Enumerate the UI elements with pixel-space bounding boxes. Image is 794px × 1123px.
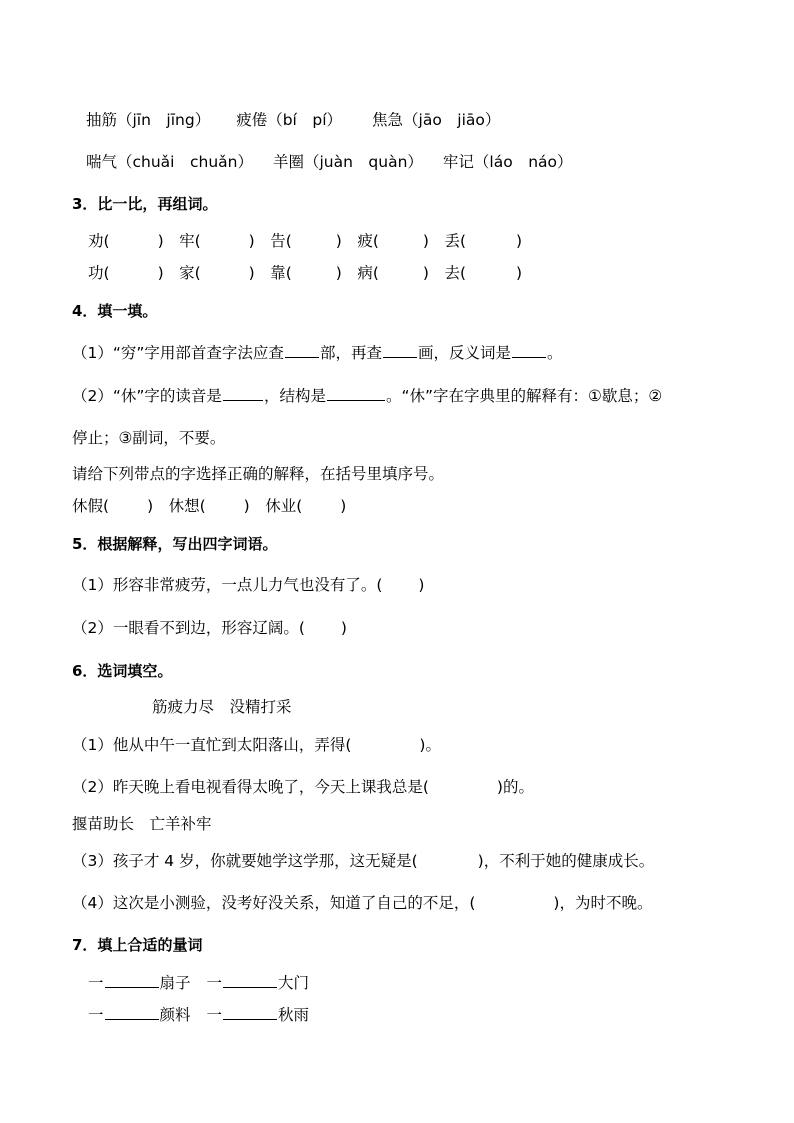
fill-blank[interactable] — [383, 343, 417, 358]
pinyin-row-1 — [86, 108, 500, 130]
word-item: 休假( — [72, 497, 110, 515]
q4-line-3: 停止；③副词，不要。 — [72, 429, 226, 447]
q6-item-3 — [72, 849, 654, 871]
q4-title: 4．填一填。 — [72, 302, 158, 320]
pinyin-row-2 — [86, 150, 573, 172]
question-text: （1）形容非常疲劳，一点儿力气也没有了。( — [72, 576, 383, 594]
question-text: ) — [340, 619, 347, 637]
measure-prefix: 一 — [206, 1006, 223, 1024]
q5-item-2 — [72, 616, 347, 638]
q4-line-1 — [72, 341, 562, 363]
compare-char: ) 丢( — [422, 232, 466, 250]
q4-line-4: 请给下列带点的字选择正确的解释，在括号里填序号。 — [72, 465, 445, 483]
compare-char: ) 疲( — [335, 232, 379, 250]
q4-items — [72, 494, 346, 516]
q3-row-2 — [88, 261, 522, 283]
compare-char: ) — [516, 264, 523, 282]
question-text: ) — [418, 576, 425, 594]
q6-word-choices-2: 揠苗助长 亡羊补牢 — [72, 815, 212, 833]
q7-row-2 — [88, 1003, 309, 1025]
measure-noun: 扇子 — [159, 974, 191, 992]
measure-noun: 颜料 — [159, 1006, 191, 1024]
q6-title: 6．选词填空。 — [72, 662, 173, 680]
question-text: （2）一眼看不到边，形容辽阔。( — [72, 619, 305, 637]
measure-prefix: 一 — [206, 974, 223, 992]
pinyin-item: 牢记（láo náo） — [442, 153, 573, 171]
question-text: )的。 — [496, 778, 534, 796]
pinyin-item: 抽筋（jīn jīng） — [86, 111, 211, 129]
compare-char: ) 病( — [335, 264, 379, 282]
q4-line-2 — [72, 384, 662, 406]
measure-prefix: 一 — [88, 1006, 104, 1024]
fill-blank[interactable] — [223, 386, 263, 401]
pinyin-item: 疲倦（bí pí） — [236, 111, 343, 129]
q3-row-1 — [88, 229, 522, 251]
compare-char: ) 牢( — [157, 232, 201, 250]
fill-blank[interactable] — [105, 1005, 159, 1020]
fill-blank[interactable] — [285, 343, 319, 358]
measure-noun: 大门 — [278, 974, 310, 992]
q6-item-4 — [72, 891, 652, 913]
pinyin-item: 羊圈（juàn quàn） — [272, 153, 423, 171]
question-text: （4）这次是小测验，没考好没关系，知道了自己的不足，( — [72, 894, 476, 912]
question-text: 部，再查 — [319, 344, 382, 362]
q3-title: 3．比一比，再组词。 — [72, 195, 218, 213]
question-text: 画，反义词是 — [417, 344, 511, 362]
fill-blank[interactable] — [223, 973, 277, 988]
word-item: ) 休业( — [243, 497, 303, 515]
fill-blank[interactable] — [105, 973, 159, 988]
q6-item-2 — [72, 775, 534, 797]
question-text: 。 — [546, 344, 563, 362]
compare-char: ) 告( — [248, 232, 292, 250]
question-text: )。 — [419, 736, 441, 754]
measure-noun: 秋雨 — [278, 1006, 310, 1024]
word-item: ) — [340, 497, 347, 515]
fill-blank[interactable] — [512, 343, 546, 358]
compare-char: 功( — [88, 264, 110, 282]
compare-char: ) 靠( — [248, 264, 292, 282]
compare-char: ) 去( — [422, 264, 466, 282]
question-text: （2）昨天晚上看电视看得太晚了，今天上课我总是( — [72, 778, 429, 796]
q5-title: 5．根据解释，写出四字词语。 — [72, 535, 278, 553]
q6-item-1 — [72, 733, 441, 755]
question-text: （1）“穷”字用部首查字法应查 — [72, 344, 284, 362]
question-text: ，结构是 — [263, 387, 326, 405]
fill-blank[interactable] — [327, 386, 385, 401]
measure-prefix: 一 — [88, 974, 104, 992]
question-text: （3）孩子才 4 岁，你就要她学这学那，这无疑是( — [72, 852, 418, 870]
question-text: )，为时不晚。 — [553, 894, 653, 912]
q5-item-1 — [72, 573, 424, 595]
pinyin-item: 喘气（chuǎi chuǎn） — [86, 153, 253, 171]
q7-row-1 — [88, 971, 309, 993]
q6-word-choices-1: 筋疲力尽 没精打采 — [152, 698, 292, 716]
question-text: 。“休”字在字典里的解释有：①歇息；② — [385, 387, 663, 405]
pinyin-item: 焦急（jāo jiāo） — [372, 111, 501, 129]
compare-char: ) 家( — [157, 264, 201, 282]
question-text: )，不利于她的健康成长。 — [477, 852, 655, 870]
compare-char: 劝( — [88, 232, 110, 250]
question-text: （2）“休”字的读音是 — [72, 387, 222, 405]
fill-blank[interactable] — [223, 1005, 277, 1020]
word-item: ) 休想( — [147, 497, 206, 515]
question-text: （1）他从中午一直忙到太阳落山，弄得( — [72, 736, 352, 754]
q7-title: 7．填上合适的量词 — [72, 936, 203, 954]
compare-char: ) — [516, 232, 523, 250]
